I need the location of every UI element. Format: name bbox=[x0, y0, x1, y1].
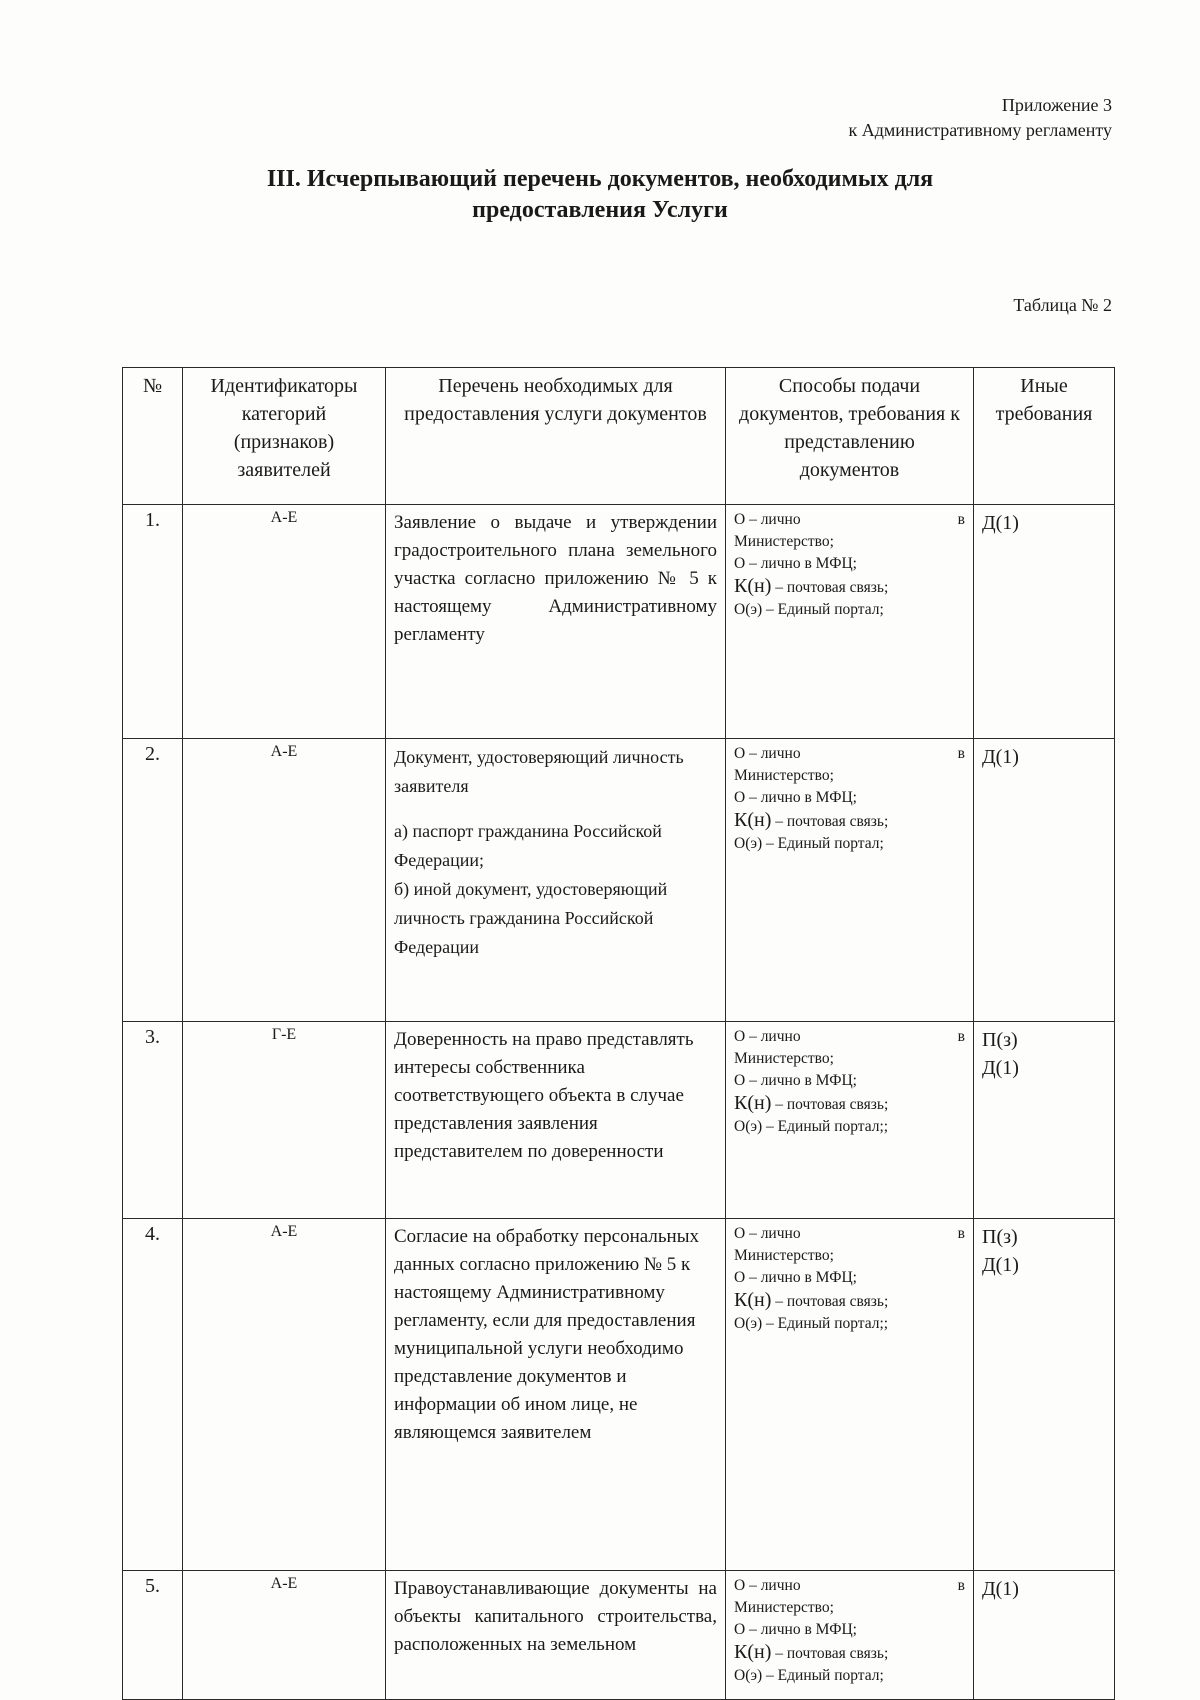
method-portal: О(э) – Единый портал;; bbox=[734, 1315, 889, 1332]
appendix-reference bbox=[848, 93, 1112, 143]
table-row bbox=[123, 739, 1115, 1022]
document-option-b: б) иной документ, удостоверяющий личность гражданина Российской Федерации bbox=[394, 879, 668, 957]
method-mfc: О – лично в МФЦ; bbox=[734, 1269, 857, 1286]
method-ministry: Министерство; bbox=[734, 533, 834, 550]
method-post: – почтовая связь; bbox=[771, 1096, 889, 1113]
method-ministry: Министерство; bbox=[734, 1599, 834, 1616]
document-name: Правоустанавливающие документы на объекты капитального строительства, расположенных на земельном bbox=[386, 1571, 726, 1700]
table-row bbox=[123, 1022, 1115, 1219]
method-post-code: К(н) bbox=[734, 809, 772, 831]
method-in-person: О – лично bbox=[734, 1225, 801, 1242]
document-name bbox=[386, 739, 726, 1022]
method-ministry: Министерство; bbox=[734, 1247, 834, 1264]
method-in-person: О – лично bbox=[734, 745, 801, 762]
column-header-submission-methods: Способы подачи документов, требования к представлению документов bbox=[726, 368, 974, 505]
method-post-code: К(н) bbox=[734, 1289, 772, 1311]
applicant-category: А-Е bbox=[183, 1219, 386, 1571]
applicant-category: А-Е bbox=[183, 505, 386, 739]
method-mfc: О – лично в МФЦ; bbox=[734, 1072, 857, 1089]
table-row bbox=[123, 1571, 1115, 1700]
other-requirements bbox=[974, 1219, 1115, 1571]
column-header-applicant-category: Идентификаторы категорий (признаков) заявителей bbox=[183, 368, 386, 505]
requirement-code: Д(1) bbox=[982, 512, 1019, 534]
method-in-person: О – лично bbox=[734, 1577, 801, 1594]
method-preposition: в bbox=[957, 1028, 965, 1045]
other-requirements bbox=[974, 739, 1115, 1022]
requirement-code: Д(1) bbox=[982, 1254, 1019, 1276]
other-requirements bbox=[974, 1022, 1115, 1219]
column-header-number: № bbox=[123, 368, 183, 505]
method-preposition: в bbox=[957, 511, 965, 528]
method-portal: О(э) – Единый портал; bbox=[734, 835, 884, 852]
method-in-person: О – лично bbox=[734, 1028, 801, 1045]
requirement-code: Д(1) bbox=[982, 1578, 1019, 1600]
row-number: 3. bbox=[123, 1022, 183, 1219]
method-mfc: О – лично в МФЦ; bbox=[734, 1621, 857, 1638]
submission-methods bbox=[726, 1571, 974, 1700]
table-row bbox=[123, 505, 1115, 739]
row-number: 4. bbox=[123, 1219, 183, 1571]
appendix-number: Приложение 3 bbox=[1001, 95, 1112, 115]
method-post-code: К(н) bbox=[734, 1641, 772, 1663]
submission-methods bbox=[726, 1219, 974, 1571]
other-requirements bbox=[974, 505, 1115, 739]
method-mfc: О – лично в МФЦ; bbox=[734, 789, 857, 806]
section-title-line2: предоставления Услуги bbox=[472, 197, 728, 223]
submission-methods bbox=[726, 1022, 974, 1219]
method-portal: О(э) – Единый портал;; bbox=[734, 1118, 889, 1135]
method-preposition: в bbox=[957, 1225, 965, 1242]
method-post-code: К(н) bbox=[734, 575, 772, 597]
method-preposition: в bbox=[957, 745, 965, 762]
method-post: – почтовая связь; bbox=[771, 579, 889, 596]
method-in-person: О – лично bbox=[734, 511, 801, 528]
method-portal: О(э) – Единый портал; bbox=[734, 601, 884, 618]
requirement-code: П(з) bbox=[982, 1226, 1018, 1248]
section-title-line1: III. Исчерпывающий перечень документов, необходимых для bbox=[266, 166, 934, 192]
submission-methods bbox=[726, 505, 974, 739]
method-preposition: в bbox=[957, 1577, 965, 1594]
table-row bbox=[123, 1219, 1115, 1571]
method-ministry: Министерство; bbox=[734, 767, 834, 784]
row-number: 1. bbox=[123, 505, 183, 739]
row-number: 5. bbox=[123, 1571, 183, 1700]
document-name: Согласие на обработку персональных данных согласно приложению № 5 к настоящему Административному регламенту, если для предоставления муниципальной услуги необходимо представление документов и информации об ином лице, не являющемся заявителем bbox=[386, 1219, 726, 1571]
requirement-code: Д(1) bbox=[982, 1057, 1019, 1079]
document-option-a: а) паспорт гражданина Российской Федерации; bbox=[394, 821, 662, 870]
method-portal: О(э) – Единый портал; bbox=[734, 1667, 884, 1684]
method-post: – почтовая связь; bbox=[771, 1645, 889, 1662]
column-header-other-requirements: Иные требования bbox=[974, 368, 1115, 505]
applicant-category: Г-Е bbox=[183, 1022, 386, 1219]
column-header-documents: Перечень необходимых для предоставления услуги документов bbox=[386, 368, 726, 505]
table-header-row bbox=[123, 368, 1115, 505]
table-label: Таблица № 2 bbox=[1013, 295, 1112, 315]
document-title: Документ, удостоверяющий личность заявителя bbox=[394, 747, 684, 796]
document-name: Заявление о выдаче и утверждении градостроительного плана земельного участка согласно приложению № 5 к настоящему Административному регламенту bbox=[386, 505, 726, 739]
submission-methods bbox=[726, 739, 974, 1022]
appendix-regulation: к Административному регламенту bbox=[848, 120, 1112, 140]
method-mfc: О – лично в МФЦ; bbox=[734, 555, 857, 572]
requirement-code: Д(1) bbox=[982, 746, 1019, 768]
applicant-category: А-Е bbox=[183, 739, 386, 1022]
documents-table bbox=[122, 367, 1115, 1700]
method-post-code: К(н) bbox=[734, 1092, 772, 1114]
section-title bbox=[0, 164, 1200, 226]
document-name: Доверенность на право представлять интересы собственника соответствующего объекта в случае представления заявления представителем по доверенности bbox=[386, 1022, 726, 1219]
method-post: – почтовая связь; bbox=[771, 1293, 889, 1310]
method-post: – почтовая связь; bbox=[771, 813, 889, 830]
row-number: 2. bbox=[123, 739, 183, 1022]
other-requirements bbox=[974, 1571, 1115, 1700]
method-ministry: Министерство; bbox=[734, 1050, 834, 1067]
requirement-code: П(з) bbox=[982, 1029, 1018, 1051]
applicant-category: А-Е bbox=[183, 1571, 386, 1700]
